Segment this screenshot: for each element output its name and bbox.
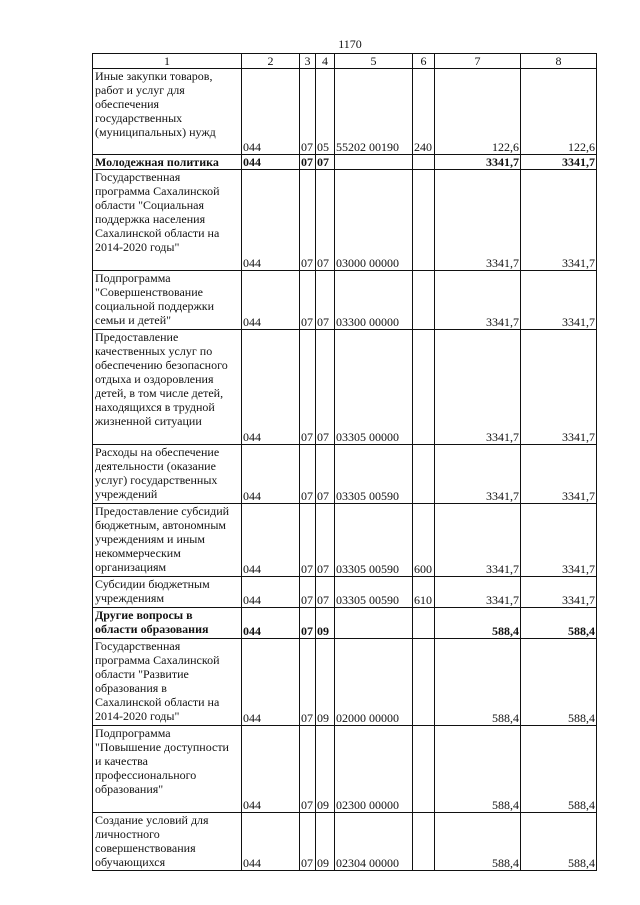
amount-col-8: 3341,7 [521, 504, 597, 577]
amount-col-8: 3341,7 [521, 445, 597, 504]
expense-type-code [413, 170, 435, 271]
target-article-code: 03300 00000 [335, 271, 413, 330]
subsection-code: 07 [316, 577, 335, 608]
column-header: 2 [242, 54, 300, 69]
expense-type-code [413, 271, 435, 330]
table-row [93, 504, 597, 577]
expense-type-code [413, 155, 435, 170]
target-article-code: 02000 00000 [335, 639, 413, 726]
amount-col-8: 588,4 [521, 726, 597, 813]
section-code: 07 [300, 155, 316, 170]
table-row [93, 69, 597, 155]
ministry-code: 044 [242, 608, 300, 639]
section-code: 07 [300, 170, 316, 271]
target-article-code: 55202 00190 [335, 69, 413, 155]
target-article-code: 03305 00590 [335, 577, 413, 608]
target-article-code: 03305 00590 [335, 445, 413, 504]
ministry-code: 044 [242, 155, 300, 170]
subsection-code: 07 [316, 330, 335, 445]
column-header: 7 [435, 54, 521, 69]
subsection-code: 09 [316, 608, 335, 639]
ministry-code: 044 [242, 271, 300, 330]
amount-col-7: 588,4 [435, 813, 521, 871]
amount-col-8: 588,4 [521, 608, 597, 639]
ministry-code: 044 [242, 170, 300, 271]
ministry-code: 044 [242, 726, 300, 813]
section-code: 07 [300, 608, 316, 639]
amount-col-8: 588,4 [521, 813, 597, 871]
amount-col-7: 3341,7 [435, 271, 521, 330]
subsection-code: 07 [316, 170, 335, 271]
ministry-code: 044 [242, 813, 300, 871]
table-row [93, 726, 597, 813]
amount-col-8: 3341,7 [521, 155, 597, 170]
column-header: 1 [93, 54, 242, 69]
item-name: Подпрограмма "Совершенствование социальной поддержки семьи и детей" [93, 271, 242, 330]
amount-col-7: 3341,7 [435, 577, 521, 608]
target-article-code [335, 155, 413, 170]
item-name: Предоставление субсидий бюджетным, автономным учреждениям и иным некоммерческим организациям [93, 504, 242, 577]
amount-col-7: 588,4 [435, 639, 521, 726]
column-header: 8 [521, 54, 597, 69]
amount-col-8: 3341,7 [521, 170, 597, 271]
section-code: 07 [300, 577, 316, 608]
amount-col-8: 3341,7 [521, 330, 597, 445]
subsection-code: 07 [316, 445, 335, 504]
amount-col-7: 588,4 [435, 726, 521, 813]
item-name: Молодежная политика [93, 155, 242, 170]
expense-type-code [413, 813, 435, 871]
expense-type-code [413, 608, 435, 639]
amount-col-8: 3341,7 [521, 577, 597, 608]
amount-col-8: 3341,7 [521, 271, 597, 330]
subsection-code: 09 [316, 639, 335, 726]
table-row [93, 170, 597, 271]
section-code: 07 [300, 639, 316, 726]
budget-table [92, 53, 597, 871]
page-number: 1170 [338, 37, 362, 51]
section-code: 07 [300, 271, 316, 330]
amount-col-7: 3341,7 [435, 445, 521, 504]
item-name: Расходы на обеспечение деятельности (оказание услуг) государственных учреждений [93, 445, 242, 504]
table-row [93, 577, 597, 608]
subsection-code: 05 [316, 69, 335, 155]
amount-col-7: 588,4 [435, 608, 521, 639]
table-row [93, 445, 597, 504]
ministry-code: 044 [242, 639, 300, 726]
ministry-code: 044 [242, 577, 300, 608]
amount-col-8: 588,4 [521, 639, 597, 726]
amount-col-7: 3341,7 [435, 330, 521, 445]
item-name: Государственная программа Сахалинской области "Социальная поддержка населения Сахалинской области на 2014-2020 годы" [93, 170, 242, 271]
target-article-code [335, 608, 413, 639]
item-name: Создание условий для личностного совершенствования обучающихся [93, 813, 242, 871]
table-row [93, 155, 597, 170]
table-row [93, 330, 597, 445]
amount-col-7: 3341,7 [435, 155, 521, 170]
expense-type-code [413, 639, 435, 726]
expense-type-code: 610 [413, 577, 435, 608]
table-row [93, 813, 597, 871]
target-article-code: 03305 00000 [335, 330, 413, 445]
subsection-code: 09 [316, 813, 335, 871]
table-row [93, 639, 597, 726]
amount-col-7: 3341,7 [435, 504, 521, 577]
target-article-code: 03305 00590 [335, 504, 413, 577]
column-header: 6 [413, 54, 435, 69]
expense-type-code [413, 726, 435, 813]
subsection-code: 09 [316, 726, 335, 813]
table-row [93, 608, 597, 639]
ministry-code: 044 [242, 504, 300, 577]
ministry-code: 044 [242, 330, 300, 445]
column-header: 3 [300, 54, 316, 69]
ministry-code: 044 [242, 445, 300, 504]
expense-type-code: 600 [413, 504, 435, 577]
target-article-code: 03000 00000 [335, 170, 413, 271]
subsection-code: 07 [316, 155, 335, 170]
section-code: 07 [300, 813, 316, 871]
section-code: 07 [300, 330, 316, 445]
amount-col-7: 3341,7 [435, 170, 521, 271]
table-row [93, 271, 597, 330]
table-header-row [93, 54, 597, 69]
item-name: Подпрограмма "Повышение доступности и качества профессионального образования" [93, 726, 242, 813]
subsection-code: 07 [316, 271, 335, 330]
item-name: Предоставление качественных услуг по обеспечению безопасного отдыха и оздоровления детей, в том числе детей, находящихся в трудной жизненной ситуации [93, 330, 242, 445]
section-code: 07 [300, 504, 316, 577]
item-name: Другие вопросы в области образования [93, 608, 242, 639]
section-code: 07 [300, 726, 316, 813]
section-code: 07 [300, 445, 316, 504]
amount-col-8: 122,6 [521, 69, 597, 155]
expense-type-code: 240 [413, 69, 435, 155]
amount-col-7: 122,6 [435, 69, 521, 155]
column-header: 4 [316, 54, 335, 69]
item-name: Субсидии бюджетным учреждениям [93, 577, 242, 608]
target-article-code: 02304 00000 [335, 813, 413, 871]
ministry-code: 044 [242, 69, 300, 155]
item-name: Иные закупки товаров, работ и услуг для обеспечения государственных (муниципальных) нужд [93, 69, 242, 155]
section-code: 07 [300, 69, 316, 155]
expense-type-code [413, 445, 435, 504]
column-header: 5 [335, 54, 413, 69]
item-name: Государственная программа Сахалинской области "Развитие образования в Сахалинской области на 2014-2020 годы" [93, 639, 242, 726]
subsection-code: 07 [316, 504, 335, 577]
expense-type-code [413, 330, 435, 445]
target-article-code: 02300 00000 [335, 726, 413, 813]
